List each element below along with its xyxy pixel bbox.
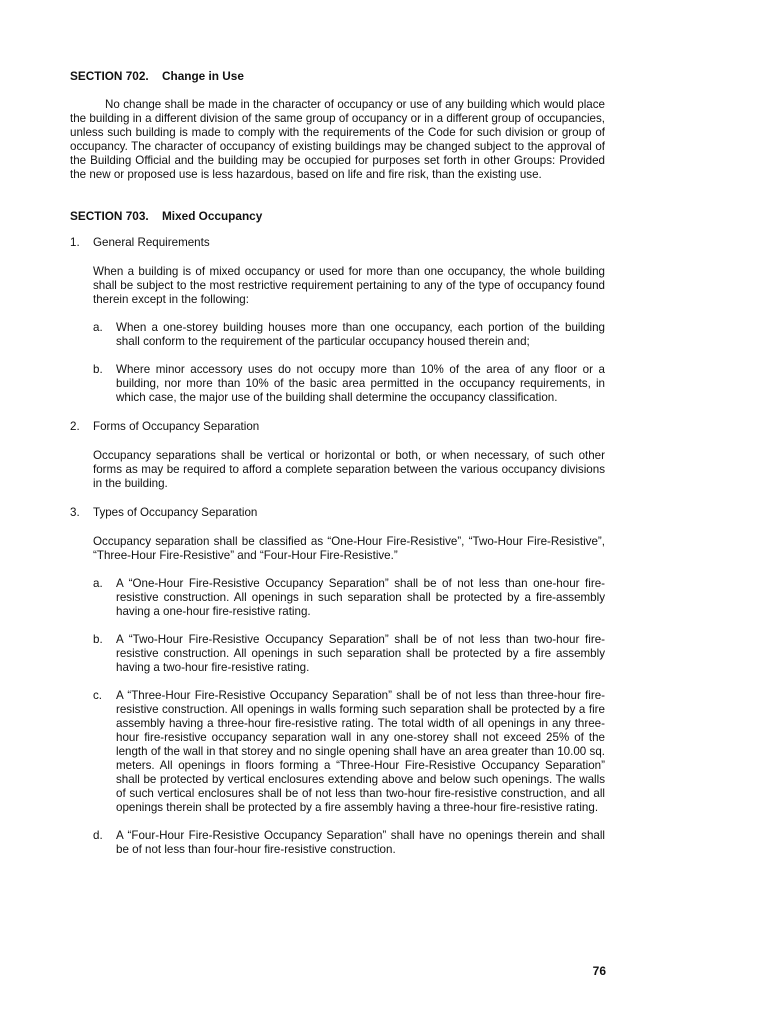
sub-list-text: A “Two-Hour Fire-Resistive Occupancy Separation” shall be of not less than two-hour fire-resistive construction. All openings in such separation shall be protected by a fire assembly having a two-hour fire-resistive rating. xyxy=(116,633,605,674)
list-item-title: Types of Occupancy Separation xyxy=(93,506,258,519)
sub-list-letter: a. xyxy=(93,577,103,590)
sub-list-letter: b. xyxy=(93,633,103,646)
sub-list-text: When a one-storey building houses more than one occupancy, each portion of the building shall conform to the requirement of the particular occupancy housed therein and; xyxy=(116,321,605,348)
sub-list-item xyxy=(93,577,605,619)
list-item-paragraph: When a building is of mixed occupancy or used for more than one occupancy, the whole building shall be subject to the most restrictive requirement pertaining to any of the type of occupancy found therein except in the following: xyxy=(93,265,605,306)
page-number: 76 xyxy=(592,964,606,978)
sub-list-letter: a. xyxy=(93,321,103,334)
sub-list-letter: d. xyxy=(93,829,103,842)
sub-list-item xyxy=(93,829,605,857)
list-item-title: Forms of Occupancy Separation xyxy=(93,420,260,433)
list-item-title: General Requirements xyxy=(93,236,210,249)
list-item-paragraph: Occupancy separation shall be classified as “One-Hour Fire-Resistive”, “Two-Hour Fire-Resistive”, “Three-Hour Fire-Resistive” and “Four-Hour Fire-Resistive.” xyxy=(93,535,605,562)
section-702-title: Change in Use xyxy=(161,69,244,83)
section-703-heading xyxy=(70,209,605,223)
sub-list-item xyxy=(93,363,605,405)
sub-list-letter: c. xyxy=(93,689,103,702)
list-item-forms-of-separation xyxy=(70,420,605,434)
sub-list-text: A “Three-Hour Fire-Resistive Occupancy Separation” shall be of not less than three-hour fire-resistive construction. All openings in walls forming such separation shall be protected by a fire assembly having a three-hour fire-resistive rating. The total width of all openings in any three-hour fire-resistive occupancy separation wall in any one-storey shall not exceed 25% of the length of the wall in that storey and no single opening shall have an area greater than 10.00 sq. meters. All openings in floors forming a “Three-Hour Fire-Resistive Occupancy Separation” shall be protected by vertical enclosures extending above and below such openings. The walls of such vertical enclosures shall be of not less than two-hour fire-resistive construction, and all openings therein shall be protected by a fire assembly having a three-hour fire-resistive rating. xyxy=(116,689,605,814)
sub-list-text: Where minor accessory uses do not occupy more than 10% of the area of any floor or a building, nor more than 10% of the basic area permitted in the occupancy requirements, in which case, the major use of the building shall determine the occupancy classification. xyxy=(116,363,605,404)
list-item-general-requirements xyxy=(70,236,605,250)
list-number: 3. xyxy=(70,506,80,519)
section-702-heading xyxy=(70,69,605,83)
sub-list-text: A “Four-Hour Fire-Resistive Occupancy Separation” shall have no openings therein and shall be of not less than four-hour fire-resistive construction. xyxy=(116,829,605,856)
list-item-paragraph: Occupancy separations shall be vertical or horizontal or both, or when necessary, of such other forms as may be required to afford a complete separation between the various occupancy divisions in the building. xyxy=(93,449,605,490)
sub-list-letter: b. xyxy=(93,363,103,376)
sub-list-item xyxy=(93,689,605,815)
list-item-types-of-separation xyxy=(70,506,605,520)
sub-list-text: A “One-Hour Fire-Resistive Occupancy Separation” shall be of not less than one-hour fire-resistive construction. All openings in such separation shall be protected by a fire-assembly having a one-hour fire-resistive rating. xyxy=(116,577,605,618)
list-number: 2. xyxy=(70,420,80,433)
section-702-number: SECTION 702. xyxy=(70,69,149,83)
sub-list-item xyxy=(93,633,605,675)
section-703-title: Mixed Occupancy xyxy=(161,209,263,223)
section-703-number: SECTION 703. xyxy=(70,209,149,223)
document-page xyxy=(70,69,605,857)
section-702-body: No change shall be made in the character of occupancy or use of any building which would place the building in a different division of the same group of occupancy or in a different group of occupancies, unless such building is made to comply with the requirements of the Code for such division or group of occupancy. The character of occupancy of existing buildings may be changed subject to the approval of the Building Official and the building may be occupied for purposes set forth in other Groups: Provided the new or proposed use is less hazardous, based on life and fire risk, than the existing use. xyxy=(70,98,605,181)
list-number: 1. xyxy=(70,236,80,249)
sub-list-item xyxy=(93,321,605,349)
